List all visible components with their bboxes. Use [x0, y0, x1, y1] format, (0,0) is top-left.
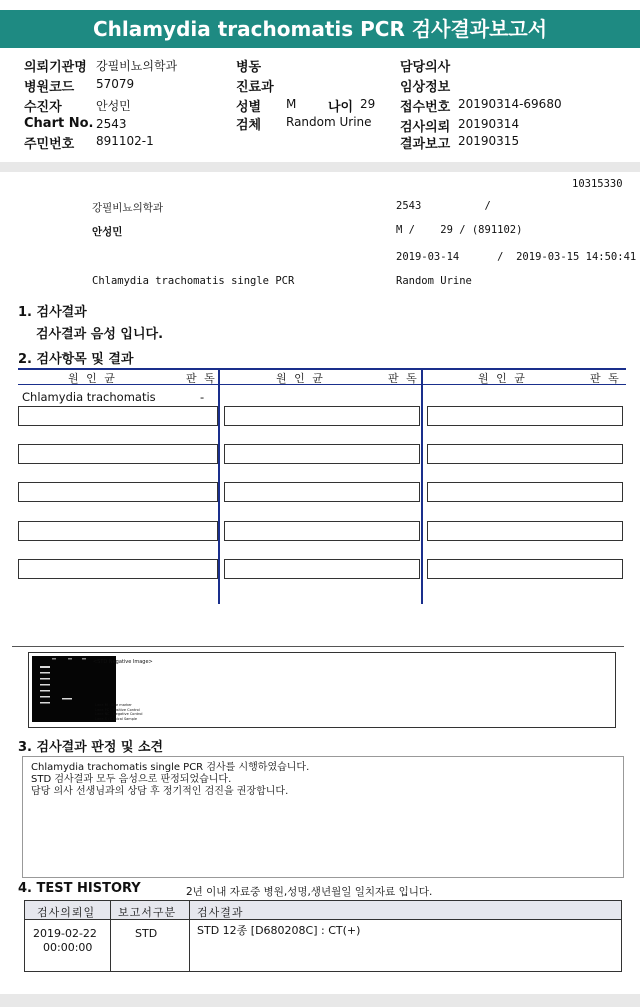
col-header-pathogen: 원 인 균 [68, 372, 117, 385]
report-name: 안성민 [92, 226, 123, 238]
result-cell [224, 482, 420, 502]
patient-header [0, 52, 640, 162]
department-label: 진료과 [236, 80, 274, 95]
resident-no-value: 891102-1 [96, 134, 154, 148]
sex-label: 성별 [236, 100, 262, 115]
report-chart: 2543 / [396, 200, 491, 212]
result-cell [18, 559, 218, 579]
history-date: 2019-02-22 [33, 927, 97, 940]
doctor-label: 담당의사 [400, 60, 451, 75]
history-time: 00:00:00 [43, 941, 93, 954]
col-header-pathogen: 원 인 균 [478, 372, 527, 385]
section1-result: 검사결과 음성 입니다. [36, 327, 164, 342]
comment-line: 담당 의사 선생님과의 상담 후 정기적인 검진을 권장합니다. [31, 786, 289, 797]
section4-title: 4. TEST HISTORY [18, 881, 141, 896]
report-date-label: 결과보고 [400, 137, 451, 152]
divider-band [0, 162, 640, 172]
column-divider [421, 368, 423, 604]
history-result: STD 12종 [D680208C] : CT(+) [197, 924, 361, 937]
report-id: 10315330 [572, 178, 623, 190]
result-cell [427, 521, 623, 541]
section2-title: 2. 검사항목 및 결과 [18, 352, 134, 367]
gel-legend-item: Lane NC : Negative Control [95, 712, 143, 716]
age-label: 나이 [328, 100, 354, 115]
comment-box [22, 756, 624, 878]
pathogen-name: Chlamydia trachomatis [22, 390, 156, 404]
report-date-value: 20190315 [458, 134, 520, 148]
clinic-value: 강필비뇨의학과 [96, 59, 178, 73]
result-cell [18, 521, 218, 541]
history-header-result: 검사결과 [197, 906, 244, 919]
age-value: 29 [360, 97, 376, 111]
receipt-no-label: 접수번호 [400, 100, 451, 115]
chart-no-value: 2543 [96, 117, 127, 131]
sex-value: M [286, 97, 297, 111]
result-cell [427, 559, 623, 579]
clinical-info-label: 임상정보 [400, 80, 451, 95]
history-header-type: 보고서구분 [118, 906, 177, 919]
result-cell [18, 406, 218, 426]
resident-no-label: 주민번호 [24, 137, 75, 152]
comment-line: STD 검사결과 모두 음성으로 판정되었습니다. [31, 774, 232, 785]
result-cell [224, 406, 420, 426]
specimen-value: Random Urine [286, 115, 372, 129]
ward-label: 병동 [236, 60, 262, 75]
report-test-name: Chlamydia trachomatis single PCR [92, 275, 295, 287]
clinic-label: 의뢰기관명 [24, 60, 87, 75]
col-header-judgement: 판 독 [590, 372, 621, 385]
report-clinic: 강필비뇨의학과 [92, 202, 164, 214]
history-table-header [25, 901, 621, 920]
report-sex-age: M / 29 / (891102) [396, 224, 523, 236]
col-header-judgement: 판 독 [388, 372, 419, 385]
report-specimen: Random Urine [396, 275, 472, 287]
section1-title: 1. 검사결과 [18, 305, 87, 320]
report-title: Chlamydia trachomatis PCR 검사결과보고서 [0, 10, 640, 48]
chart-no-label: Chart No. [24, 116, 94, 131]
footer-band [0, 994, 640, 1007]
history-col-divider [189, 901, 190, 971]
patient-value: 안성민 [96, 99, 131, 113]
gel-legend-item: Lane PC : Positive Control [95, 707, 140, 712]
result-cell [224, 559, 420, 579]
result-cell [18, 444, 218, 464]
gel-caption: <STD Negative Image> [93, 659, 153, 665]
column-divider [218, 368, 220, 604]
result-cell [18, 482, 218, 502]
result-cell [427, 406, 623, 426]
result-cell [427, 444, 623, 464]
gel-legend [95, 703, 143, 721]
col-header-judgement: 판 독 [186, 372, 217, 385]
receipt-no-value: 20190314-69680 [458, 97, 562, 111]
gel-legend-item: Lane M : Size marker [95, 703, 132, 707]
specimen-label: 검체 [236, 118, 262, 133]
section3-title: 3. 검사결과 판정 및 소견 [18, 740, 164, 755]
history-col-divider [110, 901, 111, 971]
gel-image-panel [28, 652, 616, 728]
report-dates: 2019-03-14 / 2019-03-15 14:50:41 [396, 251, 637, 263]
separator-rule [12, 646, 624, 647]
pathogen-result: - [200, 390, 205, 404]
history-header-date: 검사의뢰일 [37, 906, 96, 919]
col-header-pathogen: 원 인 균 [276, 372, 325, 385]
gel-legend-item: Lane S : Clinical Sample [95, 716, 138, 721]
hospital-code-value: 57079 [96, 77, 135, 91]
request-date-label: 검사의뢰 [400, 120, 451, 135]
history-note: 2년 이내 자료중 병원,성명,생년월일 일치자료 입니다. [186, 886, 433, 898]
result-cell [427, 482, 623, 502]
patient-label: 수진자 [24, 100, 62, 115]
history-type: STD [135, 927, 158, 940]
comment-line: Chlamydia trachomatis single PCR 검사를 시행하였습니다. [31, 762, 310, 773]
hospital-code-label: 병원코드 [24, 80, 75, 95]
request-date-value: 20190314 [458, 117, 520, 131]
result-cell [224, 521, 420, 541]
history-table [24, 900, 622, 972]
result-cell [224, 444, 420, 464]
